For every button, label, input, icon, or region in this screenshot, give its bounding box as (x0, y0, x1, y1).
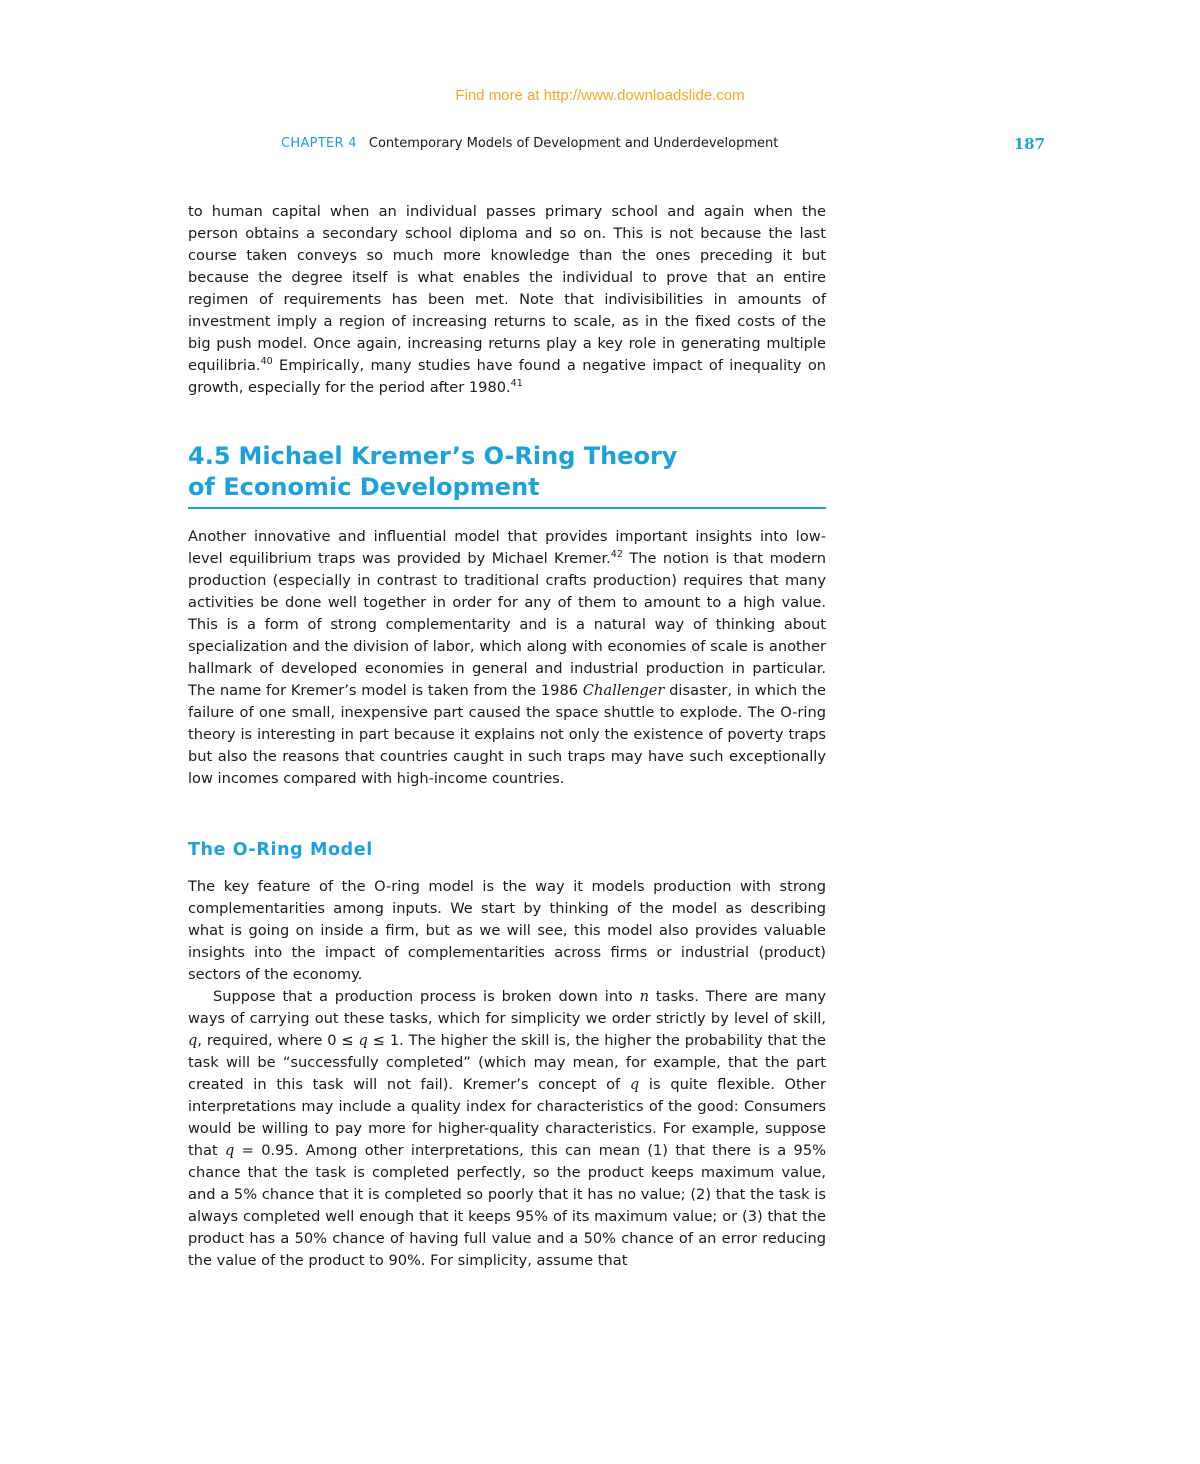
page-number: 187 (1013, 135, 1045, 153)
footnote-ref-41: 41 (510, 378, 523, 389)
subsection-body (188, 876, 826, 1272)
chapter-title: Contemporary Models of Development and Underdevelopment (368, 136, 779, 151)
subsection-heading: The O-Ring Model (188, 840, 373, 860)
p2-text-f: = 0.95. Among other interpretations, this can mean (1) that there is a 95% chance that the task is completed perfectly, so the product keeps maximum value, and a 5% chance that it is completed so poorly that it has no value; (2) that the task is always completed well enough that it keeps 95% of its maximum value; or (3) that the product has a 50% chance of having full value and a 50% chance of an error reducing the value of the product to 90%. For simplicity, assume that (188, 1142, 826, 1269)
footnote-ref-40: 40 (260, 356, 273, 367)
intro-text-part-1: to human capital when an individual passes primary school and again when the person obtains a secondary school diploma and so on. This is not because the last course taken conveys so much more knowledge than the ones preceding it but because the degree itself is what enables the individual to prove that an entire regimen of requirements has been met. Note that indivisibilities in amounts of investment imply a region of increasing returns to scale, as in the fixed costs of the big push model. Once again, increasing returns play a key role in generating multiple equilibria. (188, 203, 826, 374)
var-q: q (224, 1142, 235, 1159)
var-n: n (639, 988, 650, 1005)
p2-text-c: , required, where 0 ≤ (197, 1032, 359, 1049)
p2-text-d: ≤ 1. The higher the skill is, the higher the probability that the task will be “successfully completed” (which may mean, for example, that the part created in this task will not fail). Kremer’s concept of (188, 1032, 826, 1093)
intro-text (188, 201, 826, 399)
section-title-line-2: of Economic Development (188, 473, 540, 501)
section-text-part-2: The notion is that modern production (especially in contrast to traditional crafts production) requires that many activities be done well together in order for any of them to amount to a high value. This is a form of strong complementarity and is a natural way of thinking about specialization and the division of labor, which along with economies of scale is another hallmark of developed economies in general and industrial production in particular. The name for Kremer’s model is taken from the 1986 (188, 550, 826, 699)
watermark-link[interactable]: Find more at http://www.downloadslide.com (455, 87, 745, 104)
section-text-part-3: disaster, in which the failure of one small, inexpensive part caused the space shuttle to explode. The O-ring theory is interesting in part because it explains not only the existence of poverty traps but also the reasons that countries caught in such traps may have such exceptionally low incomes compared with high-income countries. (188, 682, 826, 787)
section-heading (188, 441, 826, 509)
intro-paragraph (188, 201, 826, 399)
var-q: q (629, 1076, 640, 1093)
var-q: q (188, 1032, 198, 1049)
section-text (188, 526, 826, 790)
chapter-label: CHAPTER 4 (281, 136, 357, 151)
section-text-part-1: Another innovative and influential model that provides important insights into low-level equilibrium traps was provided by Michael Kremer. (188, 528, 826, 567)
section-title-line-1: Michael Kremer’s O-Ring Theory (238, 442, 678, 470)
p2-text-e: is quite flexible. Other interpretations may include a quality index for characteristics of the good: Consumers would be willing to pay more for higher-quality characteristics. For example, suppose that (188, 1076, 826, 1159)
subsection-paragraph-2 (188, 986, 826, 1272)
running-head (281, 136, 1045, 158)
challenger-italic: Challenger (582, 682, 665, 699)
intro-text-part-2: Empirically, many studies have found a negative impact of inequality on growth, especially for the period after 1980. (188, 357, 826, 396)
section-paragraph (188, 526, 826, 790)
p2-text-b: tasks. There are many ways of carrying out these tasks, which for simplicity we order strictly by level of skill, (188, 988, 826, 1027)
p2-text-a: Suppose that a production process is broken down into (213, 988, 640, 1005)
section-number: 4.5 (188, 442, 231, 470)
var-q: q (358, 1032, 368, 1049)
subsection-paragraph-1: The key feature of the O-ring model is the way it models production with strong complementarities among inputs. We start by thinking of the model as describing what is going on inside a firm, but as we will see, this model also provides valuable insights into the impact of complementarities across firms or industrial (product) sectors of the economy. (188, 878, 826, 983)
footnote-ref-42: 42 (610, 549, 623, 560)
